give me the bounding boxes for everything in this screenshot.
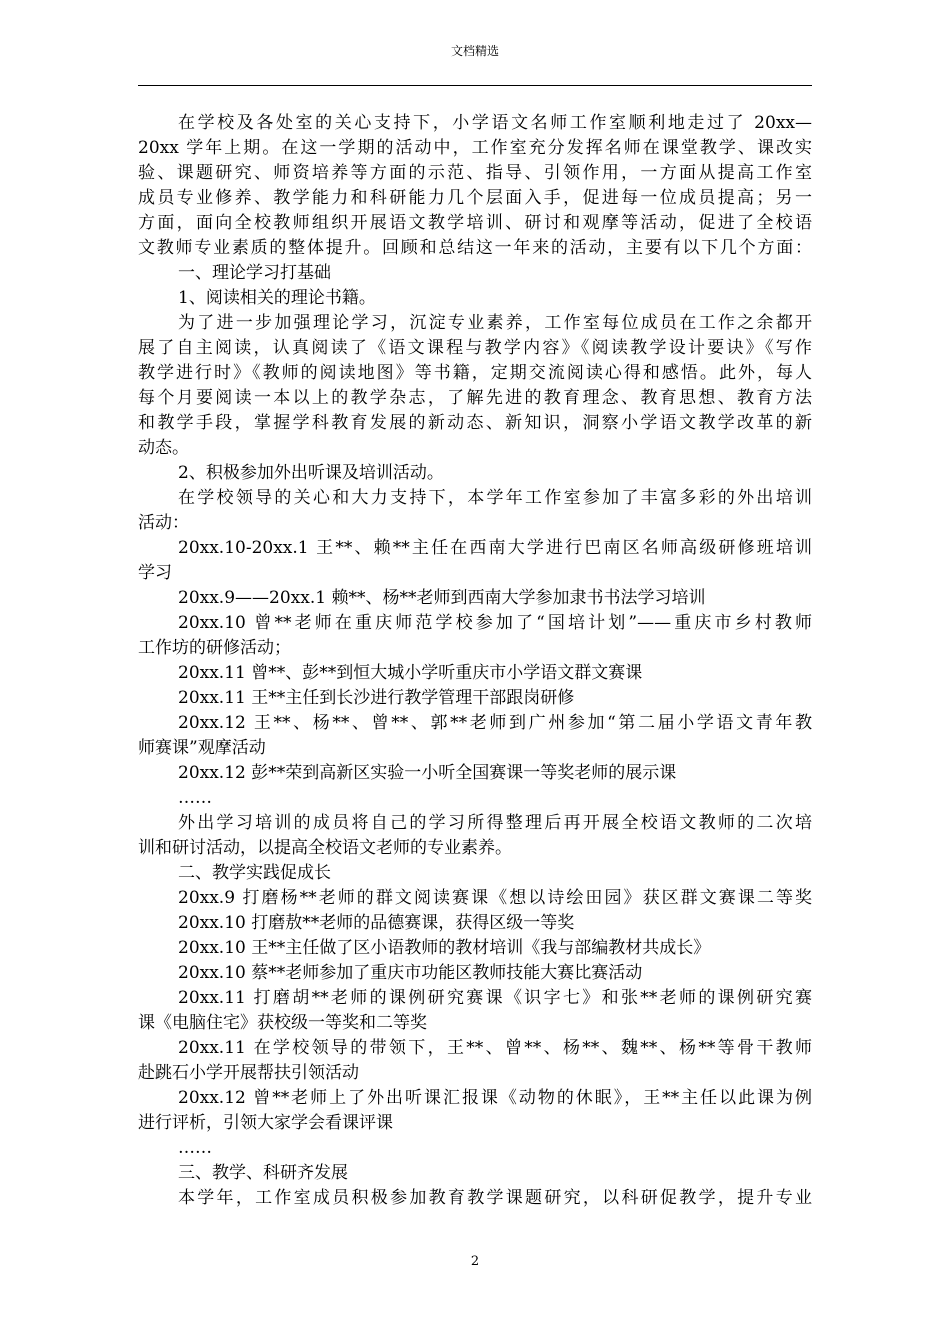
text-line: 二、教学实践促成长	[178, 863, 331, 883]
text-line: 20xx.10 王**主任做了区小语教师的教材培训《我与部编教材共成长》	[178, 938, 711, 958]
text-line: 20xx.10 打磨敖**老师的品德赛课，获得区级一等奖	[178, 913, 575, 933]
text-line: ……	[178, 788, 212, 808]
text-line: 20xx.12 王**、杨**、曾**、郭**老师到广州参加“第二届小学语文青年教	[178, 713, 812, 733]
text-line: 每个月要阅读一本以上的教学杂志，了解先进的教育理念、教育思想、教育方法	[138, 388, 812, 408]
text-line: 训和研讨活动，以提高全校语文老师的专业素养。	[138, 838, 512, 858]
text-line: 方面，面向全校教师组织开展语文教学培训、研讨和观摩等活动，促进了全校语	[138, 213, 812, 233]
header-rule	[138, 85, 812, 86]
text-line: 验、课题研究、师资培养等方面的示范、指导、引领作用，一方面从提高工作室	[138, 163, 812, 183]
text-line: 文教师专业素质的整体提升。回顾和总结这一年来的活动，主要有以下几个方面：	[138, 238, 812, 258]
text-line: 外出学习培训的成员将自己的学习所得整理后再开展全校语文教师的二次培	[178, 813, 812, 833]
text-line: 工作坊的研修活动；	[138, 638, 291, 658]
text-line: 20xx.10 曾**老师在重庆师范学校参加了“国培计划”——重庆市乡村教师	[178, 613, 812, 633]
text-line: 本学年，工作室成员积极参加教育教学课题研究，以科研促教学，提升专业	[178, 1188, 812, 1208]
text-line: 20xx.10-20xx.1 王**、赖**主任在西南大学进行巴南区名师高级研修班培训	[178, 538, 812, 558]
text-line: 20xx.11 王**主任到长沙进行教学管理干部跟岗研修	[178, 688, 575, 708]
text-line: 和教学手段，掌握学科教育发展的新动态、新知识，洞察小学语文教学改革的新	[138, 413, 812, 433]
text-line: 成员专业修养、教学能力和科研能力几个层面入手，促进每一位成员提高；另一	[138, 188, 812, 208]
text-line: 20xx.9——20xx.1 赖**、杨**老师到西南大学参加隶书书法学习培训	[178, 588, 706, 608]
page-number: 2	[470, 1254, 480, 1269]
text-line: 20xx 学年上期。在这一学期的活动中，工作室充分发挥名师在课堂教学、课改实	[138, 138, 812, 158]
text-line: 1、阅读相关的理论书籍。	[178, 288, 376, 308]
text-line: 教学进行时》《教师的阅读地图》等书籍，定期交流阅读心得和感悟。此外，每人	[138, 363, 812, 383]
text-line: ……	[178, 1138, 212, 1158]
text-line: 活动：	[138, 513, 189, 533]
text-line: 师赛课”观摩活动	[138, 738, 266, 758]
text-line: 2、积极参加外出听课及培训活动。	[178, 463, 444, 483]
text-line: 在学校领导的关心和大力支持下，本学年工作室参加了丰富多彩的外出培训	[178, 488, 812, 508]
text-line: 20xx.11 曾**、彭**到恒大城小学听重庆市小学语文群文赛课	[178, 663, 643, 683]
text-line: 学习	[138, 563, 172, 583]
text-line: 一、理论学习打基础	[178, 263, 331, 283]
text-line: 20xx.9 打磨杨**老师的群文阅读赛课《想以诗绘田园》获区群文赛课二等奖	[178, 888, 812, 908]
text-line: 20xx.11 打磨胡**老师的课例研究赛课《识字七》和张**老师的课例研究赛	[178, 988, 812, 1008]
text-line: 20xx.12 曾**老师上了外出听课汇报课《动物的休眠》，王**主任以此课为例	[178, 1088, 812, 1108]
text-line: 在学校及各处室的关心支持下，小学语文名师工作室顺利地走过了 20xx—	[178, 113, 812, 133]
text-line: 20xx.11 在学校领导的带领下，王**、曾**、杨**、魏**、杨**等骨干教师	[178, 1038, 812, 1058]
text-line: 20xx.10 蔡**老师参加了重庆市功能区教师技能大赛比赛活动	[178, 963, 643, 983]
text-line: 动态。	[138, 438, 189, 458]
text-line: 三、教学、科研齐发展	[178, 1163, 348, 1183]
text-line: 展了自主阅读，认真阅读了《语文课程与教学内容》《阅读教学设计要诀》《写作	[138, 338, 812, 358]
text-line: 进行评析，引领大家学会看课评课	[138, 1113, 393, 1133]
text-line: 赴跳石小学开展帮扶引领活动	[138, 1063, 359, 1083]
text-line: 课《电脑住宅》获校级一等奖和二等奖	[138, 1013, 427, 1033]
document-body	[138, 111, 812, 1211]
text-line: 为了进一步加强理论学习，沉淀专业素养，工作室每位成员在工作之余都开	[178, 313, 812, 333]
text-line: 20xx.12 彭**荣到高新区实验一小听全国赛课一等奖老师的展示课	[178, 763, 677, 783]
page-header: 文档精选	[450, 44, 499, 58]
